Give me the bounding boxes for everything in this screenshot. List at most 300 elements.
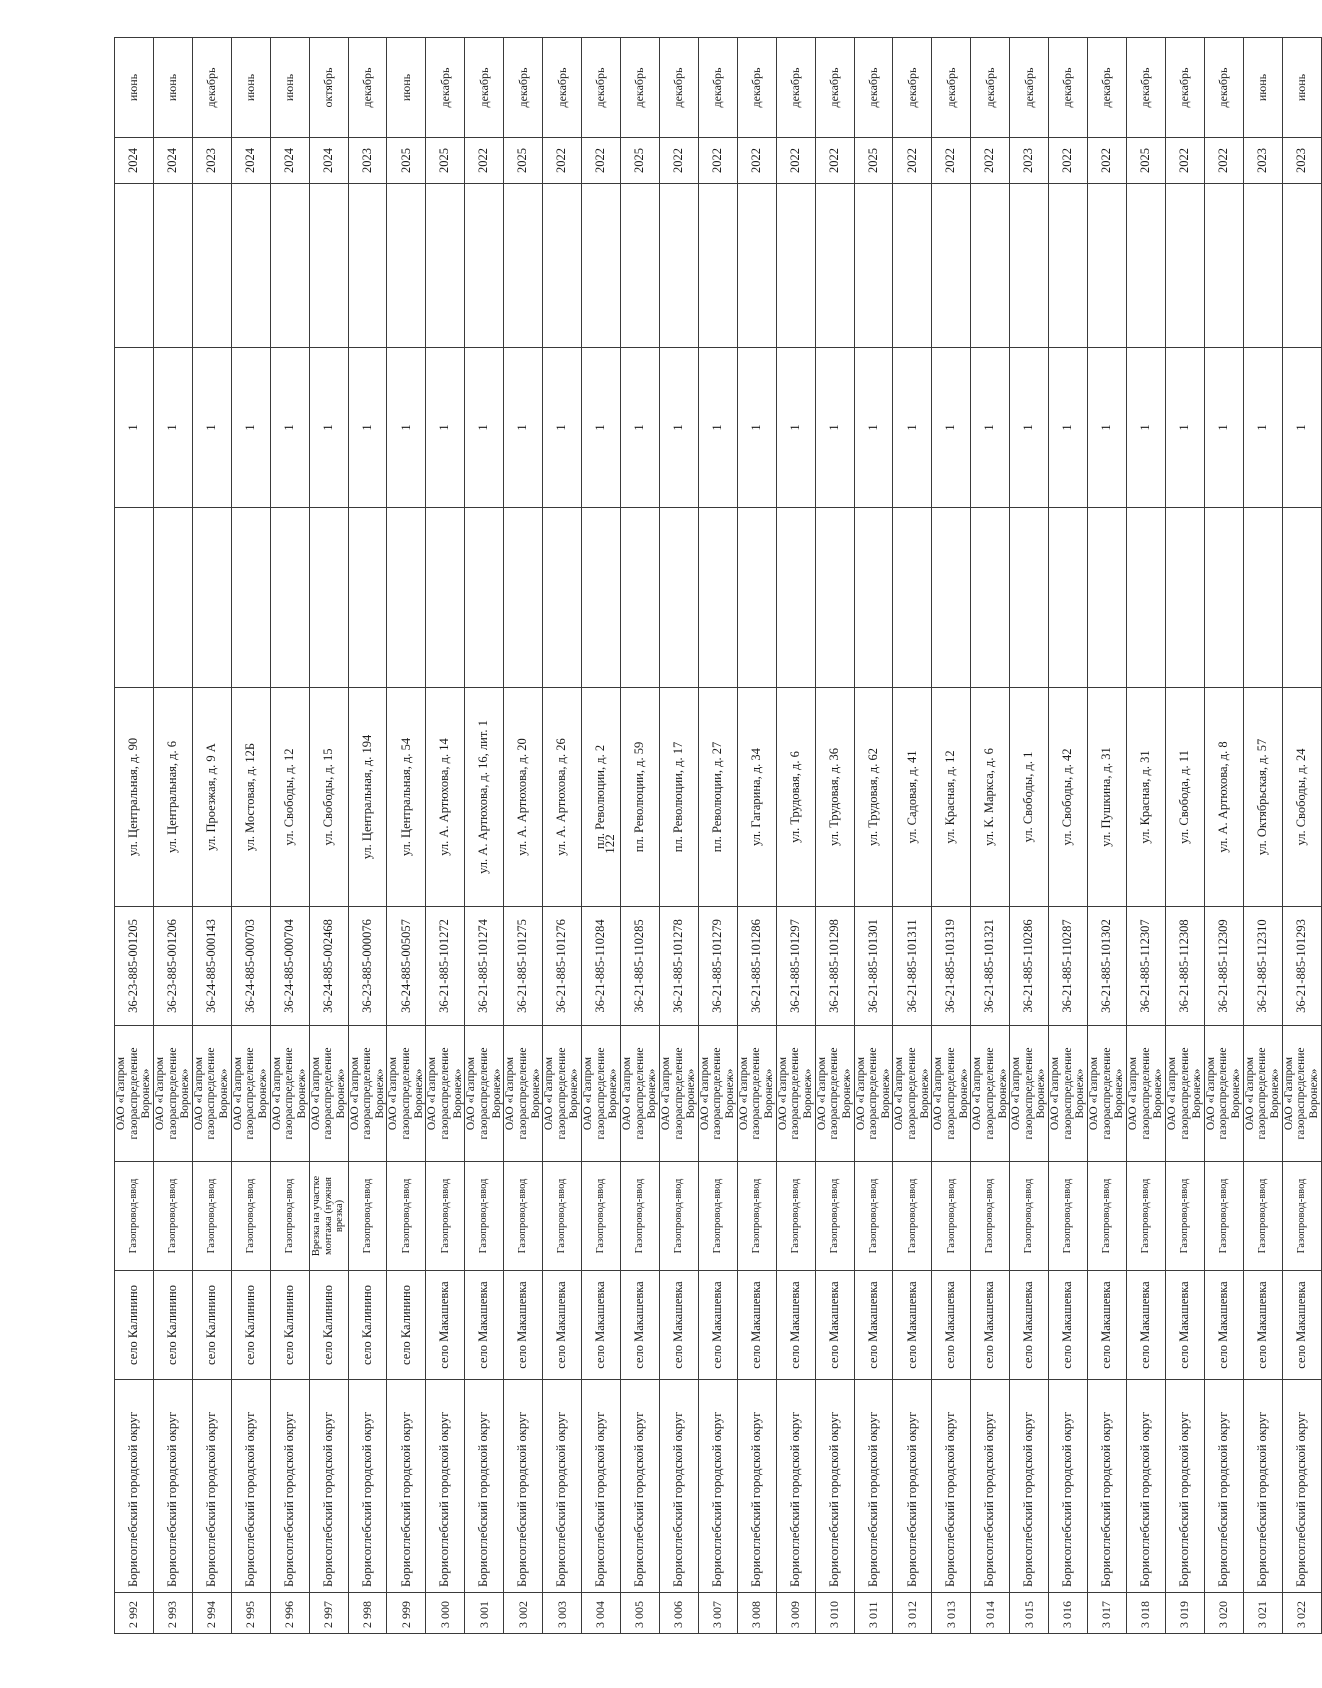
row-number: 3 009: [776, 1593, 815, 1634]
address-cell: ул. Свободы, д. 12: [270, 688, 309, 907]
object-type-cell: Газопровод-ввод: [1282, 1162, 1321, 1271]
settlement-cell: село Макашевка: [815, 1271, 854, 1380]
table-row: [115, 38, 154, 1634]
blank-cell: [854, 184, 893, 348]
cadastral-number-cell: 36-21-885-110284: [582, 907, 621, 1026]
organization-cell: ОАО «Газпром газораспределение Воронеж»: [659, 1026, 698, 1162]
table-row: [465, 38, 504, 1634]
count-cell: 1: [192, 348, 231, 508]
district-cell: Борисоглебский городской округ: [620, 1380, 659, 1593]
organization-cell: ОАО «Газпром газораспределение Воронеж»: [893, 1026, 932, 1162]
organization-cell: ОАО «Газпром газораспределение Воронеж»: [1204, 1026, 1243, 1162]
settlement-cell: село Калинино: [192, 1271, 231, 1380]
extra-cell: [776, 508, 815, 688]
cadastral-number-cell: 36-24-885-000703: [231, 907, 270, 1026]
organization-cell: ОАО «Газпром газораспределение Воронеж»: [971, 1026, 1010, 1162]
count-cell: 1: [776, 348, 815, 508]
organization-cell: ОАО «Газпром газораспределение Воронеж»: [582, 1026, 621, 1162]
district-cell: Борисоглебский городской округ: [932, 1380, 971, 1593]
month-cell: декабрь: [1126, 38, 1165, 138]
year-cell: 2024: [231, 138, 270, 184]
cadastral-number-cell: 36-24-885-000143: [192, 907, 231, 1026]
settlement-cell: село Макашевка: [620, 1271, 659, 1380]
year-cell: 2022: [698, 138, 737, 184]
count-cell: 1: [971, 348, 1010, 508]
year-cell: 2024: [153, 138, 192, 184]
organization-cell: ОАО «Газпром газораспределение Воронеж»: [932, 1026, 971, 1162]
blank-cell: [426, 184, 465, 348]
settlement-cell: село Калинино: [309, 1271, 348, 1380]
table-row: [231, 38, 270, 1634]
table-row: [426, 38, 465, 1634]
district-cell: Борисоглебский городской округ: [465, 1380, 504, 1593]
blank-cell: [659, 184, 698, 348]
cadastral-number-cell: 36-21-885-110286: [1010, 907, 1049, 1026]
cadastral-number-cell: 36-23-885-000076: [348, 907, 387, 1026]
month-cell: декабрь: [854, 38, 893, 138]
extra-cell: [543, 508, 582, 688]
organization-cell: ОАО «Газпром газораспределение Воронеж»: [231, 1026, 270, 1162]
address-cell: ул. Центральная, д. 54: [387, 688, 426, 907]
count-cell: 1: [387, 348, 426, 508]
table-row: [932, 38, 971, 1634]
district-cell: Борисоглебский городской округ: [1204, 1380, 1243, 1593]
count-cell: 1: [1126, 348, 1165, 508]
blank-cell: [465, 184, 504, 348]
object-type-cell: Газопровод-ввод: [192, 1162, 231, 1271]
cadastral-number-cell: 36-21-885-112310: [1243, 907, 1282, 1026]
row-number: 3 022: [1282, 1593, 1321, 1634]
object-type-cell: Газопровод-ввод: [737, 1162, 776, 1271]
extra-cell: [231, 508, 270, 688]
address-cell: ул. Центральная, д. 194: [348, 688, 387, 907]
row-number: 2 993: [153, 1593, 192, 1634]
row-number: 3 014: [971, 1593, 1010, 1634]
year-cell: 2025: [854, 138, 893, 184]
year-cell: 2022: [893, 138, 932, 184]
object-type-cell: Газопровод-ввод: [582, 1162, 621, 1271]
row-number: 3 004: [582, 1593, 621, 1634]
object-type-cell: Газопровод-ввод: [270, 1162, 309, 1271]
address-cell: ул. Проезжая, д. 9 А: [192, 688, 231, 907]
district-cell: Борисоглебский городской округ: [231, 1380, 270, 1593]
cadastral-number-cell: 36-24-885-000704: [270, 907, 309, 1026]
settlement-cell: село Макашевка: [1243, 1271, 1282, 1380]
table-row: [153, 38, 192, 1634]
district-cell: Борисоглебский городской округ: [543, 1380, 582, 1593]
settlement-cell: село Макашевка: [465, 1271, 504, 1380]
blank-cell: [1049, 184, 1088, 348]
extra-cell: [115, 508, 154, 688]
count-cell: 1: [932, 348, 971, 508]
district-cell: Борисоглебский городской округ: [426, 1380, 465, 1593]
blank-cell: [387, 184, 426, 348]
district-cell: Борисоглебский городской округ: [192, 1380, 231, 1593]
district-cell: Борисоглебский городской округ: [504, 1380, 543, 1593]
cadastral-number-cell: 36-21-885-101311: [893, 907, 932, 1026]
organization-cell: ОАО «Газпром газораспределение Воронеж»: [1088, 1026, 1127, 1162]
cadastral-number-cell: 36-21-885-101302: [1088, 907, 1127, 1026]
year-cell: 2022: [776, 138, 815, 184]
settlement-cell: село Калинино: [115, 1271, 154, 1380]
extra-cell: [1282, 508, 1321, 688]
extra-cell: [1049, 508, 1088, 688]
district-cell: Борисоглебский городской округ: [1010, 1380, 1049, 1593]
district-cell: Борисоглебский городской округ: [270, 1380, 309, 1593]
object-type-cell: Газопровод-ввод: [815, 1162, 854, 1271]
row-number: 2 995: [231, 1593, 270, 1634]
extra-cell: [737, 508, 776, 688]
extra-cell: [620, 508, 659, 688]
row-number: 2 997: [309, 1593, 348, 1634]
blank-cell: [893, 184, 932, 348]
object-type-cell: Газопровод-ввод: [776, 1162, 815, 1271]
cadastral-number-cell: 36-21-885-101319: [932, 907, 971, 1026]
row-number: 2 996: [270, 1593, 309, 1634]
settlement-cell: село Макашевка: [504, 1271, 543, 1380]
row-number: 3 021: [1243, 1593, 1282, 1634]
year-cell: 2022: [1204, 138, 1243, 184]
extra-cell: [1243, 508, 1282, 688]
year-cell: 2023: [1282, 138, 1321, 184]
row-number: 3 017: [1088, 1593, 1127, 1634]
year-cell: 2022: [1088, 138, 1127, 184]
object-type-cell: Газопровод-ввод: [659, 1162, 698, 1271]
organization-cell: ОАО «Газпром газораспределение Воронеж»: [387, 1026, 426, 1162]
extra-cell: [1165, 508, 1204, 688]
address-cell: ул. Свобода, д. 11: [1165, 688, 1204, 907]
blank-cell: [620, 184, 659, 348]
month-cell: декабрь: [932, 38, 971, 138]
organization-cell: ОАО «Газпром газораспределение Воронеж»: [1165, 1026, 1204, 1162]
address-cell: ул. Красная, д. 31: [1126, 688, 1165, 907]
month-cell: декабрь: [1088, 38, 1127, 138]
year-cell: 2025: [620, 138, 659, 184]
object-type-cell: Газопровод-ввод: [893, 1162, 932, 1271]
settlement-cell: село Макашевка: [971, 1271, 1010, 1380]
year-cell: 2022: [465, 138, 504, 184]
blank-cell: [1282, 184, 1321, 348]
cadastral-number-cell: 36-21-885-101298: [815, 907, 854, 1026]
extra-cell: [153, 508, 192, 688]
district-cell: Борисоглебский городской округ: [854, 1380, 893, 1593]
gas-pipeline-table: [114, 37, 1322, 1634]
organization-cell: ОАО «Газпром газораспределение Воронеж»: [504, 1026, 543, 1162]
row-number: 3 001: [465, 1593, 504, 1634]
object-type-cell: Газопровод-ввод: [504, 1162, 543, 1271]
count-cell: 1: [854, 348, 893, 508]
organization-cell: ОАО «Газпром газораспределение Воронеж»: [348, 1026, 387, 1162]
row-number: 3 003: [543, 1593, 582, 1634]
cadastral-number-cell: 36-21-885-101301: [854, 907, 893, 1026]
month-cell: июнь: [231, 38, 270, 138]
month-cell: декабрь: [504, 38, 543, 138]
settlement-cell: село Макашевка: [698, 1271, 737, 1380]
year-cell: 2022: [971, 138, 1010, 184]
settlement-cell: село Макашевка: [1126, 1271, 1165, 1380]
year-cell: 2022: [543, 138, 582, 184]
month-cell: декабрь: [971, 38, 1010, 138]
extra-cell: [270, 508, 309, 688]
address-cell: ул. А. Артюхова, д. 16, лит. 1: [465, 688, 504, 907]
organization-cell: ОАО «Газпром газораспределение Воронеж»: [309, 1026, 348, 1162]
year-cell: 2022: [1049, 138, 1088, 184]
address-cell: пл. Революции, д. 59: [620, 688, 659, 907]
year-cell: 2024: [270, 138, 309, 184]
row-number: 3 016: [1049, 1593, 1088, 1634]
district-cell: Борисоглебский городской округ: [815, 1380, 854, 1593]
table-row: [776, 38, 815, 1634]
blank-cell: [1204, 184, 1243, 348]
document-sheet: [114, 38, 1320, 1634]
district-cell: Борисоглебский городской округ: [776, 1380, 815, 1593]
settlement-cell: село Макашевка: [1282, 1271, 1321, 1380]
organization-cell: ОАО «Газпром газораспределение Воронеж»: [1126, 1026, 1165, 1162]
table-row: [1088, 38, 1127, 1634]
row-number: 3 005: [620, 1593, 659, 1634]
district-cell: Борисоглебский городской округ: [698, 1380, 737, 1593]
object-type-cell: Газопровод-ввод: [426, 1162, 465, 1271]
blank-cell: [582, 184, 621, 348]
district-cell: Борисоглебский городской округ: [1049, 1380, 1088, 1593]
year-cell: 2022: [1165, 138, 1204, 184]
blank-cell: [504, 184, 543, 348]
settlement-cell: село Макашевка: [893, 1271, 932, 1380]
table-row: [1204, 38, 1243, 1634]
extra-cell: [348, 508, 387, 688]
month-cell: декабрь: [698, 38, 737, 138]
blank-cell: [815, 184, 854, 348]
object-type-cell: Газопровод-ввод: [1243, 1162, 1282, 1271]
blank-cell: [309, 184, 348, 348]
settlement-cell: село Макашевка: [1088, 1271, 1127, 1380]
cadastral-number-cell: 36-21-885-101293: [1282, 907, 1321, 1026]
count-cell: 1: [426, 348, 465, 508]
table-row: [971, 38, 1010, 1634]
address-cell: ул. Красная, д. 12: [932, 688, 971, 907]
settlement-cell: село Калинино: [231, 1271, 270, 1380]
settlement-cell: село Калинино: [387, 1271, 426, 1380]
table-row: [504, 38, 543, 1634]
table-row: [387, 38, 426, 1634]
month-cell: июнь: [1243, 38, 1282, 138]
year-cell: 2025: [504, 138, 543, 184]
extra-cell: [426, 508, 465, 688]
organization-cell: ОАО «Газпром газораспределение Воронеж»: [543, 1026, 582, 1162]
address-cell: ул. Гагарина, д. 34: [737, 688, 776, 907]
blank-cell: [1088, 184, 1127, 348]
count-cell: 1: [659, 348, 698, 508]
address-cell: ул. Свободы, д. 15: [309, 688, 348, 907]
table-row: [1010, 38, 1049, 1634]
settlement-cell: село Макашевка: [854, 1271, 893, 1380]
settlement-cell: село Макашевка: [932, 1271, 971, 1380]
blank-cell: [698, 184, 737, 348]
object-type-cell: Газопровод-ввод: [971, 1162, 1010, 1271]
count-cell: 1: [1204, 348, 1243, 508]
extra-cell: [854, 508, 893, 688]
extra-cell: [192, 508, 231, 688]
cadastral-number-cell: 36-24-885-005057: [387, 907, 426, 1026]
cadastral-number-cell: 36-21-885-101272: [426, 907, 465, 1026]
object-type-cell: Газопровод-ввод: [932, 1162, 971, 1271]
month-cell: июнь: [115, 38, 154, 138]
count-cell: 1: [698, 348, 737, 508]
district-cell: Борисоглебский городской округ: [1282, 1380, 1321, 1593]
address-cell: ул. А. Артюхова, д. 26: [543, 688, 582, 907]
extra-cell: [698, 508, 737, 688]
address-cell: ул. Трудовая, д. 62: [854, 688, 893, 907]
row-number: 2 994: [192, 1593, 231, 1634]
table-row: [659, 38, 698, 1634]
month-cell: декабрь: [465, 38, 504, 138]
address-cell: ул. Центральная, д. 6: [153, 688, 192, 907]
row-number: 3 012: [893, 1593, 932, 1634]
organization-cell: ОАО «Газпром газораспределение Воронеж»: [426, 1026, 465, 1162]
object-type-cell: Газопровод-ввод: [1165, 1162, 1204, 1271]
year-cell: 2025: [426, 138, 465, 184]
cadastral-number-cell: 36-21-885-101286: [737, 907, 776, 1026]
year-cell: 2022: [659, 138, 698, 184]
row-number: 2 999: [387, 1593, 426, 1634]
row-number: 3 018: [1126, 1593, 1165, 1634]
table-row: [620, 38, 659, 1634]
cadastral-number-cell: 36-21-885-101276: [543, 907, 582, 1026]
month-cell: октябрь: [309, 38, 348, 138]
address-cell: ул. К. Маркса, д. 6: [971, 688, 1010, 907]
month-cell: июнь: [270, 38, 309, 138]
blank-cell: [971, 184, 1010, 348]
page-number: 122: [602, 834, 617, 854]
cadastral-number-cell: 36-21-885-101278: [659, 907, 698, 1026]
object-type-cell: Газопровод-ввод: [1204, 1162, 1243, 1271]
extra-cell: [309, 508, 348, 688]
settlement-cell: село Макашевка: [1204, 1271, 1243, 1380]
object-type-cell: Газопровод-ввод: [231, 1162, 270, 1271]
count-cell: 1: [348, 348, 387, 508]
organization-cell: ОАО «Газпром газораспределение Воронеж»: [1049, 1026, 1088, 1162]
month-cell: декабрь: [1204, 38, 1243, 138]
count-cell: 1: [309, 348, 348, 508]
address-cell: ул. Трудовая, д. 6: [776, 688, 815, 907]
month-cell: июнь: [153, 38, 192, 138]
address-cell: ул. А. Артюхова, д. 14: [426, 688, 465, 907]
cadastral-number-cell: 36-23-885-001206: [153, 907, 192, 1026]
settlement-cell: село Макашевка: [1165, 1271, 1204, 1380]
year-cell: 2022: [932, 138, 971, 184]
blank-cell: [1243, 184, 1282, 348]
cadastral-number-cell: 36-21-885-101275: [504, 907, 543, 1026]
month-cell: декабрь: [582, 38, 621, 138]
table-row: [1049, 38, 1088, 1634]
blank-cell: [737, 184, 776, 348]
organization-cell: ОАО «Газпром газораспределение Воронеж»: [620, 1026, 659, 1162]
object-type-cell: Газопровод-ввод: [854, 1162, 893, 1271]
cadastral-number-cell: 36-21-885-110285: [620, 907, 659, 1026]
extra-cell: [582, 508, 621, 688]
district-cell: Борисоглебский городской округ: [348, 1380, 387, 1593]
count-cell: 1: [1088, 348, 1127, 508]
count-cell: 1: [1010, 348, 1049, 508]
organization-cell: ОАО «Газпром газораспределение Воронеж»: [815, 1026, 854, 1162]
year-cell: 2025: [1126, 138, 1165, 184]
table-row: [1165, 38, 1204, 1634]
table-row: [737, 38, 776, 1634]
month-cell: декабрь: [1049, 38, 1088, 138]
object-type-cell: Газопровод-ввод: [1049, 1162, 1088, 1271]
count-cell: 1: [620, 348, 659, 508]
object-type-cell: Газопровод-ввод: [115, 1162, 154, 1271]
table-row: [543, 38, 582, 1634]
organization-cell: ОАО «Газпром газораспределение Воронеж»: [737, 1026, 776, 1162]
count-cell: 1: [737, 348, 776, 508]
object-type-cell: Газопровод-ввод: [620, 1162, 659, 1271]
count-cell: 1: [504, 348, 543, 508]
extra-cell: [1126, 508, 1165, 688]
month-cell: декабрь: [776, 38, 815, 138]
row-number: 3 019: [1165, 1593, 1204, 1634]
extra-cell: [1010, 508, 1049, 688]
organization-cell: ОАО «Газпром газораспределение Воронеж»: [465, 1026, 504, 1162]
blank-cell: [1010, 184, 1049, 348]
year-cell: 2024: [309, 138, 348, 184]
district-cell: Борисоглебский городской округ: [659, 1380, 698, 1593]
settlement-cell: село Макашевка: [737, 1271, 776, 1380]
cadastral-number-cell: 36-21-885-101321: [971, 907, 1010, 1026]
count-cell: 1: [582, 348, 621, 508]
table-row: [1126, 38, 1165, 1634]
settlement-cell: село Калинино: [348, 1271, 387, 1380]
cadastral-number-cell: 36-21-885-101279: [698, 907, 737, 1026]
object-type-cell: Газопровод-ввод: [1088, 1162, 1127, 1271]
blank-cell: [348, 184, 387, 348]
cadastral-number-cell: 36-21-885-101297: [776, 907, 815, 1026]
object-type-cell: Газопровод-ввод: [348, 1162, 387, 1271]
month-cell: декабрь: [620, 38, 659, 138]
month-cell: декабрь: [192, 38, 231, 138]
year-cell: 2023: [1243, 138, 1282, 184]
month-cell: декабрь: [737, 38, 776, 138]
object-type-cell: Газопровод-ввод: [1010, 1162, 1049, 1271]
district-cell: Борисоглебский городской округ: [971, 1380, 1010, 1593]
organization-cell: ОАО «Газпром газораспределение Воронеж»: [776, 1026, 815, 1162]
object-type-cell: Газопровод-ввод: [153, 1162, 192, 1271]
address-cell: пл. Революции, д. 27: [698, 688, 737, 907]
year-cell: 2022: [815, 138, 854, 184]
address-cell: ул. Свободы, д. 42: [1049, 688, 1088, 907]
organization-cell: ОАО «Газпром газораспределение Воронеж»: [270, 1026, 309, 1162]
year-cell: 2023: [1010, 138, 1049, 184]
row-number: 3 015: [1010, 1593, 1049, 1634]
settlement-cell: село Макашевка: [776, 1271, 815, 1380]
extra-cell: [659, 508, 698, 688]
extra-cell: [1088, 508, 1127, 688]
address-cell: ул. Трудовая, д. 36: [815, 688, 854, 907]
extra-cell: [504, 508, 543, 688]
cadastral-number-cell: 36-21-885-112307: [1126, 907, 1165, 1026]
extra-cell: [971, 508, 1010, 688]
address-cell: ул. Садовая, д. 41: [893, 688, 932, 907]
row-number: 3 013: [932, 1593, 971, 1634]
address-cell: ул. Свободы, д. 1: [1010, 688, 1049, 907]
object-type-cell: Газопровод-ввод: [1126, 1162, 1165, 1271]
extra-cell: [1204, 508, 1243, 688]
month-cell: декабрь: [543, 38, 582, 138]
blank-cell: [153, 184, 192, 348]
year-cell: 2023: [192, 138, 231, 184]
organization-cell: ОАО «Газпром газораспределение Воронеж»: [1010, 1026, 1049, 1162]
table-row: [893, 38, 932, 1634]
